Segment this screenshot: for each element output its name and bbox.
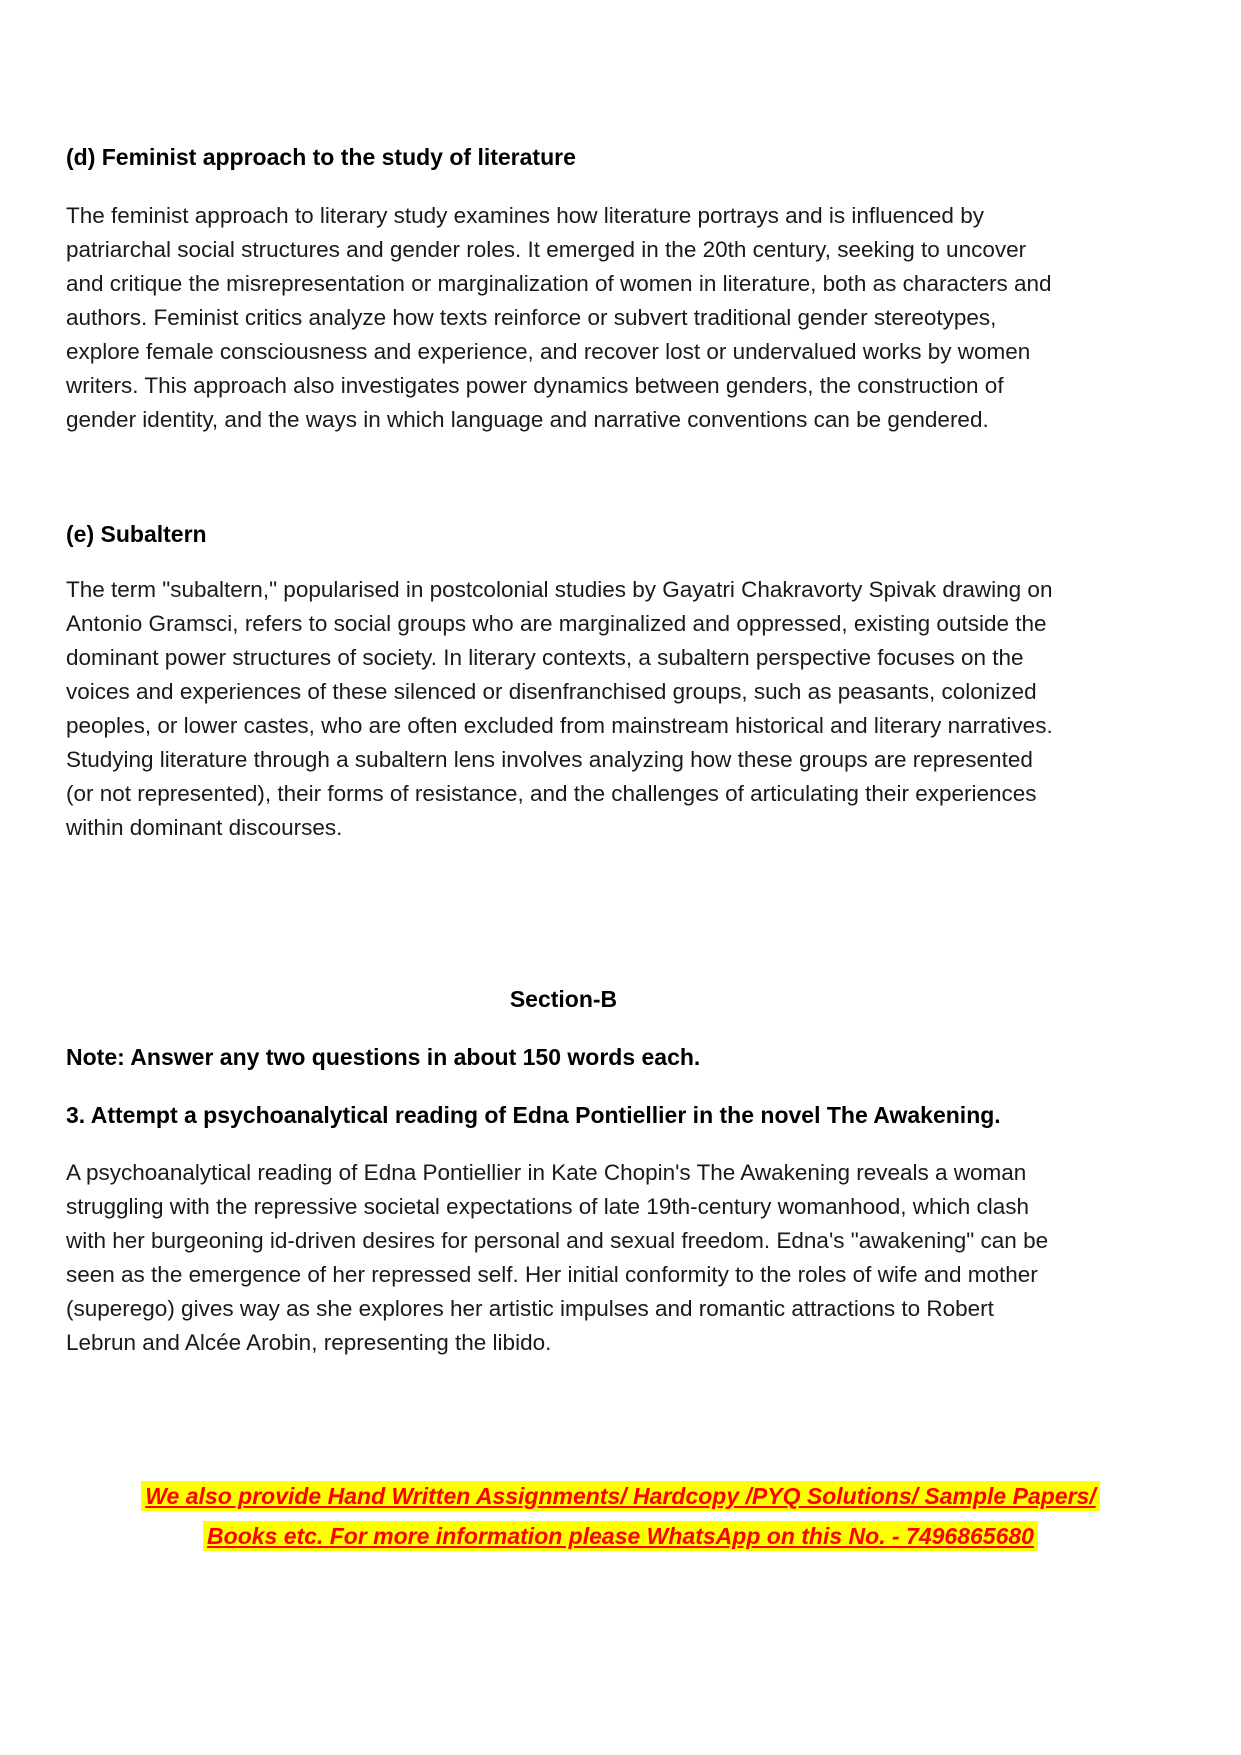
note-instruction: Note: Answer any two questions in about 150 words each.	[66, 1044, 701, 1070]
document-content	[66, 140, 1061, 1360]
promo-footer-text-2: Books etc. For more information please WhatsApp on this No. - 7496865680	[203, 1521, 1038, 1551]
paragraph-feminist-approach: The feminist approach to literary study examines how literature portrays and is influenced by patriarchal social structures and gender roles. It emerged in the 20th century, seeking to uncover and critique the misrepresentation or marginalization of women in literature, both as characters and authors. Feminist critics analyze how texts reinforce or subvert traditional gender stereotypes, explore female consciousness and experience, and recover lost or undervalued works by women writers. This approach also investigates power dynamics between genders, the construction of gender identity, and the ways in which language and narrative conventions can be gendered.	[66, 203, 1052, 432]
promo-footer	[0, 1478, 1241, 1558]
paragraph-subaltern: The term "subaltern," popularised in postcolonial studies by Gayatri Chakravorty Spivak drawing on Antonio Gramsci, refers to social groups who are marginalized and oppressed, existing outside the dominant power structures of society. In literary contexts, a subaltern perspective focuses on the voices and experiences of these silenced or disenfranchised groups, such as peasants, colonized peoples, or lower castes, who are often excluded from mainstream historical and literary narratives. Studying literature through a subaltern lens involves analyzing how these groups are represented (or not represented), their forms of resistance, and the challenges of articulating their experiences within dominant discourses.	[66, 577, 1053, 840]
heading-subaltern: (e) Subaltern	[66, 521, 207, 547]
promo-footer-line-2	[0, 1518, 1241, 1558]
heading-feminist-approach: (d) Feminist approach to the study of literature	[66, 144, 576, 170]
promo-footer-line-1	[0, 1478, 1241, 1518]
promo-footer-text-1: We also provide Hand Written Assignments/ Hardcopy /PYQ Solutions/ Sample Papers/	[141, 1481, 1099, 1511]
paragraph-question-3-answer: A psychoanalytical reading of Edna Pontiellier in Kate Chopin's The Awakening reveals a woman struggling with the repressive societal expectations of late 19th-century womanhood, which clash with her burgeoning id-driven desires for personal and sexual freedom. Edna's "awakening" can be seen as the emergence of her repressed self. Her initial conformity to the roles of wife and mother (superego) gives way as she explores her artistic impulses and romantic attractions to Robert Lebrun and Alcée Arobin, representing the libido.	[66, 1160, 1049, 1355]
section-b-heading: Section-B	[509, 986, 618, 1012]
question-3-heading: 3. Attempt a psychoanalytical reading of Edna Pontiellier in the novel The Awakening.	[66, 1102, 1001, 1128]
